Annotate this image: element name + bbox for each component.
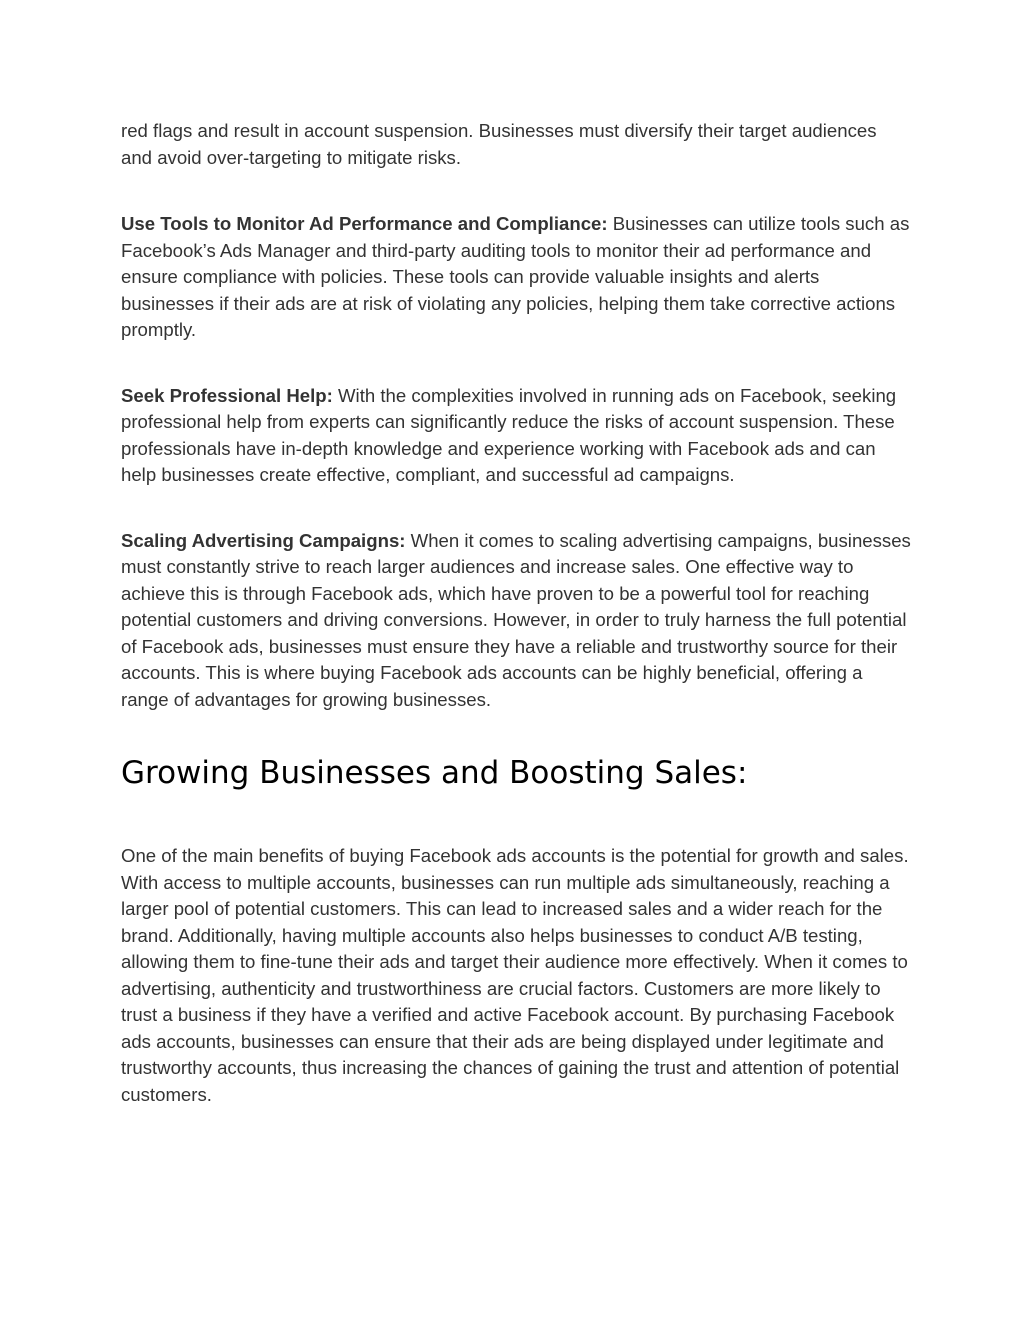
paragraph-lead: Scaling Advertising Campaigns: <box>121 529 406 551</box>
paragraph-text: When it comes to scaling advertising campaigns, businesses must constantly strive to reach larger audiences and increase sales. One effective way to achieve this is through Facebook ads, which have proven to be a powerful tool for reaching potential customers and driving conversions. However, in order to truly harness the full potential of Facebook ads, businesses must ensure they have a reliable and trustworthy source for their accounts. This is where buying Facebook ads accounts can be highly beneficial, offering a range of advantages for growing businesses. <box>121 529 911 710</box>
paragraph-text: With the complexities involved in running ads on Facebook, seeking professional help from experts can significantly reduce the risks of account suspension. These professionals have in-depth knowledge and experience working with Facebook ads and can help businesses create effective, compliant, and successful ad campaigns. <box>121 384 897 485</box>
paragraph-continuation <box>121 118 911 171</box>
section-heading: Growing Businesses and Boosting Sales: <box>121 755 748 791</box>
paragraph-lead: Seek Professional Help: <box>121 384 333 406</box>
paragraph-lead: Use Tools to Monitor Ad Performance and Compliance: <box>121 213 608 234</box>
paragraph-text: Businesses can utilize tools such as Facebook’s Ads Manager and third-party auditing tools to monitor their ad performance and ensure compliance with policies. These tools can provide valuable insights and alerts businesses if their ads are at risk of violating any policies, helping them take corrective actions promptly. <box>121 213 910 340</box>
paragraph-scaling-campaigns <box>121 528 911 714</box>
section-body: One of the main benefits of buying Facebook ads accounts is the potential for growth and sales. With access to multiple accounts, businesses can run multiple ads simultaneously, reaching a larger pool of potential customers. This can lead to increased sales and a wider reach for the brand. Additionally, having multiple accounts also helps businesses to conduct A/B testing, allowing them to fine-tune their ads and target their audience more effectively. When it comes to advertising, authenticity and trustworthiness are crucial factors. Customers are more likely to trust a business if they have a verified and active Facebook account. By purchasing Facebook ads accounts, businesses can ensure that their ads are being displayed under legitimate and trustworthy accounts, thus increasing the chances of gaining the trust and attention of potential customers. <box>121 845 909 1105</box>
paragraph-text: red flags and result in account suspension. Businesses must diversify their target audiences and avoid over-targeting to mitigate risks. <box>121 120 877 168</box>
document-page <box>121 118 911 1147</box>
paragraph-professional-help <box>121 383 911 489</box>
paragraph-monitor-tools <box>121 211 911 344</box>
